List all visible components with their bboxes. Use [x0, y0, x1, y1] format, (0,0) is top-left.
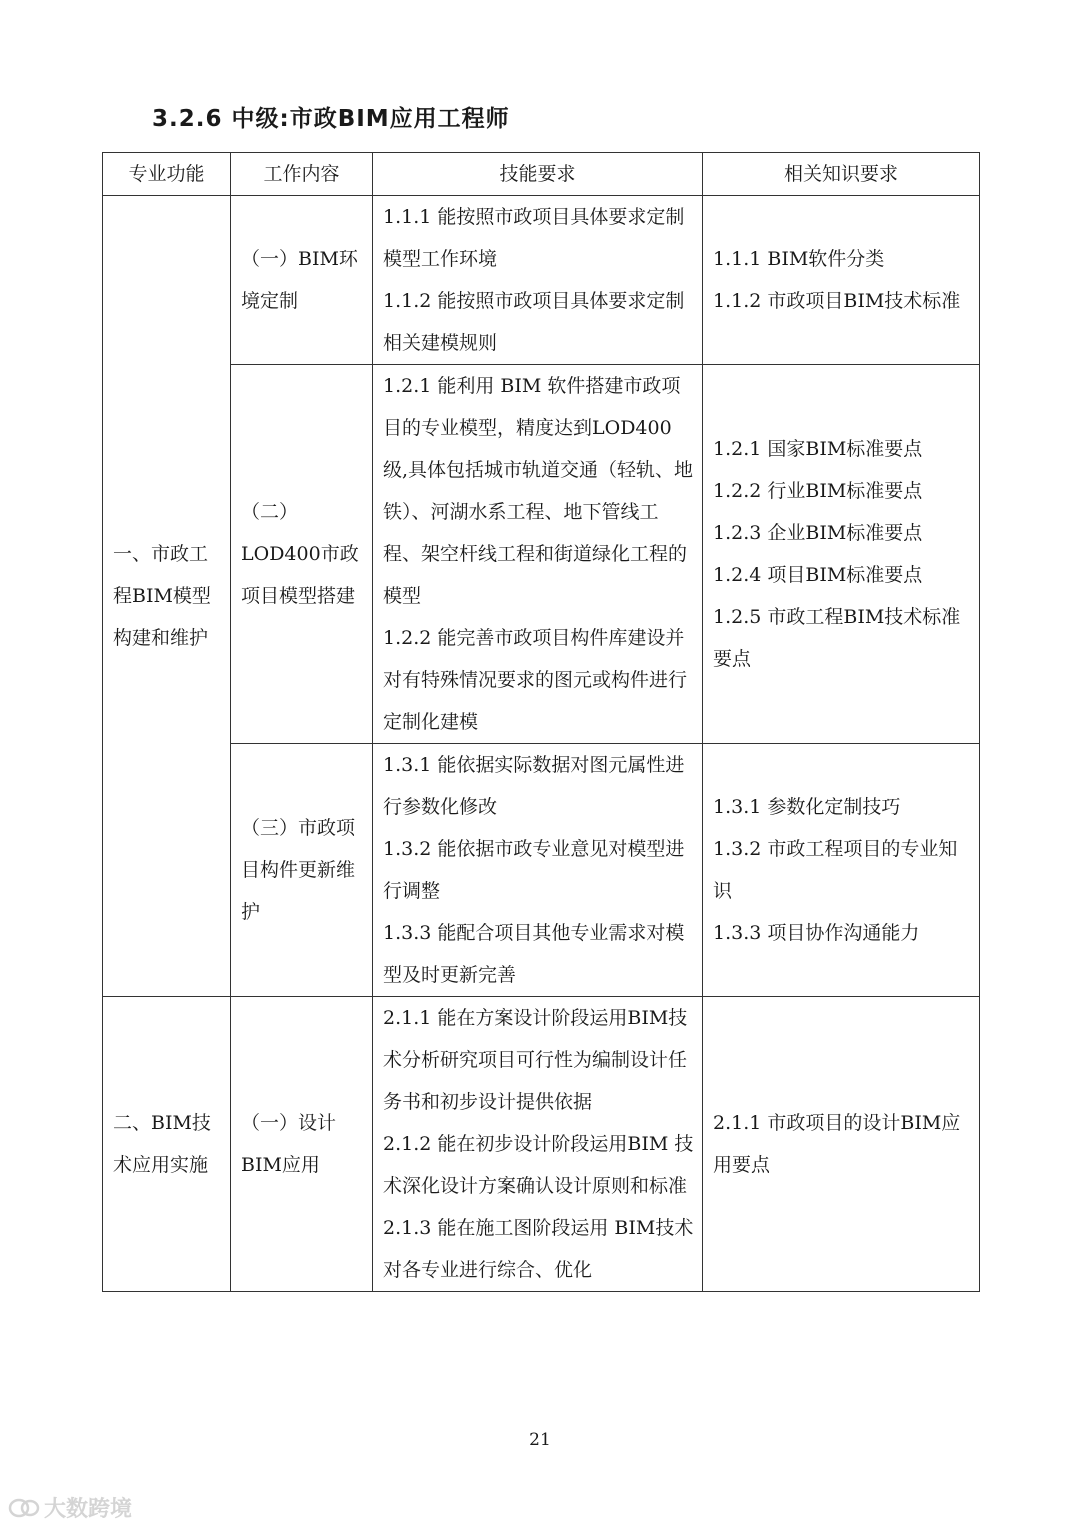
work-content-cell: （一）设计BIM应用 — [231, 997, 373, 1292]
skill-item: 1.2.1 能利用 BIM 软件搭建市政项目的专业模型，精度达到LOD400 级,具体包括城市轨道交通（轻轨、地铁）、河湖水系工程、地下管线工程、架空杆线工程和街道绿化工程的模型 — [383, 375, 694, 607]
skill-item: 1.3.3 能配合项目其他专业需求对模型及时更新完善 — [383, 922, 685, 986]
page-number: 21 — [529, 1430, 551, 1450]
knowledge-item: 1.3.1 参数化定制技巧 — [713, 796, 901, 818]
knowledge-item: 1.2.5 市政工程BIM技术标准要点 — [713, 606, 961, 670]
knowledge-item: 1.3.3 项目协作沟通能力 — [713, 922, 920, 944]
knowledge-item: 1.2.3 企业BIM标准要点 — [713, 522, 923, 544]
skills-cell — [373, 196, 703, 365]
watermark — [8, 1492, 132, 1523]
bubble-logo-icon — [8, 1496, 40, 1520]
skill-item: 1.3.1 能依据实际数据对图元属性进行参数化修改 — [383, 754, 685, 818]
knowledge-item: 1.2.1 国家BIM标准要点 — [713, 438, 923, 460]
knowledge-item: 2.1.1 市政项目的设计BIM应用要点 — [713, 1112, 961, 1176]
table-row — [103, 744, 980, 997]
table-row — [103, 365, 980, 744]
function-cell: 二、BIM技术应用实施 — [103, 997, 231, 1292]
knowledge-item: 1.2.2 行业BIM标准要点 — [713, 480, 923, 502]
skills-cell — [373, 997, 703, 1292]
header-knowledge: 相关知识要求 — [703, 153, 980, 196]
skill-item: 1.3.2 能依据市政专业意见对模型进行调整 — [383, 838, 685, 902]
section-title: 3.2.6 中级:市政BIM应用工程师 — [152, 106, 510, 132]
table-row — [103, 196, 980, 365]
table-header-row — [103, 153, 980, 196]
skill-requirements-table — [102, 152, 980, 1292]
skills-cell — [373, 744, 703, 997]
knowledge-cell — [703, 744, 980, 997]
knowledge-item: 1.1.2 市政项目BIM技术标准 — [713, 290, 961, 312]
work-content-cell: （二）LOD400市政项目模型搭建 — [231, 365, 373, 744]
knowledge-item: 1.2.4 项目BIM标准要点 — [713, 564, 923, 586]
skills-cell — [373, 365, 703, 744]
header-function: 专业功能 — [103, 153, 231, 196]
skill-item: 1.2.2 能完善市政项目构件库建设并对有特殊情况要求的图元或构件进行定制化建模 — [383, 627, 688, 733]
knowledge-item: 1.3.2 市政工程项目的专业知识 — [713, 838, 958, 902]
knowledge-cell — [703, 196, 980, 365]
header-skills: 技能要求 — [373, 153, 703, 196]
skill-item: 2.1.1 能在方案设计阶段运用BIM技术分析研究项目可行性为编制设计任务书和初步设计提供依据 — [383, 1007, 688, 1113]
skill-item: 2.1.2 能在初步设计阶段运用BIM 技术深化设计方案确认设计原则和标准 — [383, 1133, 694, 1197]
table-row — [103, 997, 980, 1292]
function-cell: 一、市政工程BIM模型构建和维护 — [103, 196, 231, 997]
knowledge-cell — [703, 365, 980, 744]
watermark-text: 大数跨境 — [44, 1497, 133, 1522]
knowledge-item: 1.1.1 BIM软件分类 — [713, 248, 885, 270]
skill-item: 1.1.2 能按照市政项目具体要求定制相关建模规则 — [383, 290, 685, 354]
skill-item: 2.1.3 能在施工图阶段运用 BIM技术对各专业进行综合、优化 — [383, 1217, 694, 1281]
work-content-cell: （一）BIM环境定制 — [231, 196, 373, 365]
header-work-content: 工作内容 — [231, 153, 373, 196]
knowledge-cell — [703, 997, 980, 1292]
work-content-cell: （三）市政项目构件更新维护 — [231, 744, 373, 997]
skill-item: 1.1.1 能按照市政项目具体要求定制模型工作环境 — [383, 206, 685, 270]
